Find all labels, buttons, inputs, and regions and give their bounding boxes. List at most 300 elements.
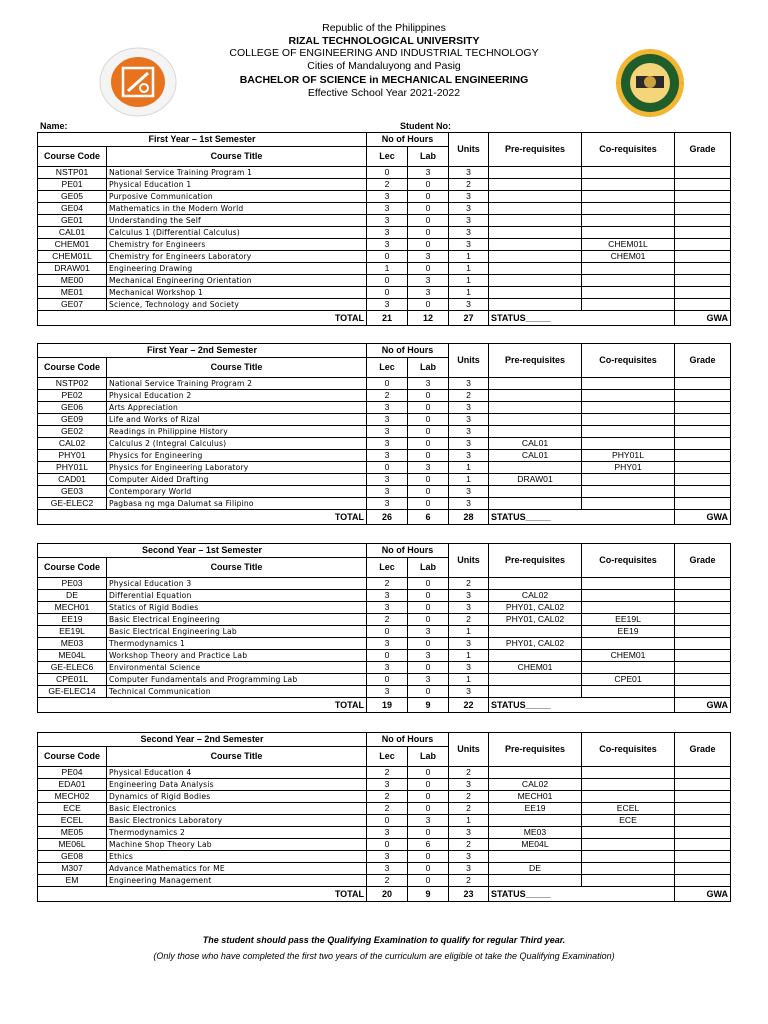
lab-hours: 3	[408, 275, 449, 287]
corequisites	[582, 590, 675, 602]
course-row	[38, 203, 731, 215]
grade-cell	[675, 851, 731, 863]
grade-cell	[675, 378, 731, 390]
units-header: Units	[449, 344, 489, 378]
grade-cell	[675, 803, 731, 815]
prerequisites	[489, 251, 582, 263]
lab-hours: 0	[408, 686, 449, 698]
course-title: Engineering Management	[107, 875, 367, 887]
lab-hours: 3	[408, 462, 449, 474]
prerequisites: ME03	[489, 827, 582, 839]
course-code: EDA01	[38, 779, 107, 791]
course-units: 3	[449, 827, 489, 839]
semester-block	[37, 732, 730, 902]
prerequisites	[489, 426, 582, 438]
lec-hours: 3	[367, 686, 408, 698]
course-code-header: Course Code	[38, 147, 107, 167]
total-lec: 26	[367, 510, 408, 525]
course-code: PHY01	[38, 450, 107, 462]
course-units: 1	[449, 474, 489, 486]
prerequisites	[489, 378, 582, 390]
total-units: 28	[449, 510, 489, 525]
course-units: 1	[449, 650, 489, 662]
course-code-header: Course Code	[38, 558, 107, 578]
course-units: 3	[449, 227, 489, 239]
corequisites	[582, 167, 675, 179]
lab-hours: 3	[408, 626, 449, 638]
course-row	[38, 791, 731, 803]
course-title: Advance Mathematics for ME	[107, 863, 367, 875]
lec-hours: 3	[367, 662, 408, 674]
course-title: Thermodynamics 1	[107, 638, 367, 650]
course-code: ME04L	[38, 650, 107, 662]
corequisites	[582, 662, 675, 674]
grade-cell	[675, 239, 731, 251]
semester-block	[37, 543, 730, 713]
lab-hours: 0	[408, 662, 449, 674]
course-title: Science, Technology and Society	[107, 299, 367, 311]
course-units: 1	[449, 263, 489, 275]
lab-hours: 0	[408, 203, 449, 215]
corequisites	[582, 638, 675, 650]
course-units: 3	[449, 426, 489, 438]
course-code: ECE	[38, 803, 107, 815]
lab-hours: 0	[408, 638, 449, 650]
grade-cell	[675, 875, 731, 887]
course-title: Thermodynamics 2	[107, 827, 367, 839]
corequisites	[582, 402, 675, 414]
coreq-header: Co-requisites	[582, 544, 675, 578]
prereq-header: Pre-requisites	[489, 344, 582, 378]
course-title: Physical Education 1	[107, 179, 367, 191]
semester-table	[37, 543, 731, 713]
prerequisites	[489, 263, 582, 275]
corequisites	[582, 875, 675, 887]
lec-hours: 0	[367, 251, 408, 263]
course-units: 1	[449, 626, 489, 638]
grade-cell	[675, 626, 731, 638]
lec-hours: 0	[367, 626, 408, 638]
course-code: GE07	[38, 299, 107, 311]
lab-hours: 0	[408, 602, 449, 614]
prerequisites: PHY01, CAL02	[489, 614, 582, 626]
corequisites	[582, 474, 675, 486]
lab-hours: 0	[408, 863, 449, 875]
course-code: CHEM01	[38, 239, 107, 251]
course-code: CPE01L	[38, 674, 107, 686]
prerequisites	[489, 626, 582, 638]
course-units: 3	[449, 438, 489, 450]
lab-hours: 0	[408, 390, 449, 402]
course-units: 3	[449, 402, 489, 414]
course-title: Mathematics in the Modern World	[107, 203, 367, 215]
prerequisites	[489, 767, 582, 779]
prerequisites: CAL02	[489, 590, 582, 602]
total-row	[38, 887, 731, 902]
course-code: CHEM01L	[38, 251, 107, 263]
total-lab: 9	[408, 698, 449, 713]
lec-hours: 0	[367, 167, 408, 179]
course-code: CAL01	[38, 227, 107, 239]
course-code: MECH01	[38, 602, 107, 614]
grade-cell	[675, 578, 731, 590]
lec-hours: 3	[367, 426, 408, 438]
prerequisites: CAL01	[489, 438, 582, 450]
lec-hours: 3	[367, 215, 408, 227]
lab-hours: 0	[408, 215, 449, 227]
prerequisites	[489, 215, 582, 227]
hours-header: No of Hours	[367, 544, 449, 558]
prerequisites: EE19	[489, 803, 582, 815]
lab-hours: 3	[408, 167, 449, 179]
course-title: Dynamics of Rigid Bodies	[107, 791, 367, 803]
lab-hours: 0	[408, 803, 449, 815]
hours-header: No of Hours	[367, 344, 449, 358]
prerequisites	[489, 486, 582, 498]
lec-hours: 3	[367, 486, 408, 498]
course-units: 2	[449, 614, 489, 626]
lec-hours: 3	[367, 602, 408, 614]
course-row	[38, 638, 731, 650]
prerequisites	[489, 498, 582, 510]
course-row	[38, 851, 731, 863]
lec-hours: 2	[367, 767, 408, 779]
lab-hours: 3	[408, 378, 449, 390]
grade-cell	[675, 450, 731, 462]
lab-hours: 0	[408, 299, 449, 311]
prerequisites: PHY01, CAL02	[489, 602, 582, 614]
lab-hours: 0	[408, 438, 449, 450]
course-code: DE	[38, 590, 107, 602]
course-row	[38, 815, 731, 827]
course-row	[38, 662, 731, 674]
prerequisites	[489, 674, 582, 686]
prerequisites	[489, 239, 582, 251]
lab-header: Lab	[408, 147, 449, 167]
lec-header: Lec	[367, 147, 408, 167]
lec-header: Lec	[367, 747, 408, 767]
corequisites	[582, 851, 675, 863]
lec-hours: 3	[367, 779, 408, 791]
lec-hours: 3	[367, 498, 408, 510]
course-code: ECEL	[38, 815, 107, 827]
course-units: 2	[449, 578, 489, 590]
course-code: ME06L	[38, 839, 107, 851]
coreq-header: Co-requisites	[582, 133, 675, 167]
grade-cell	[675, 779, 731, 791]
corequisites	[582, 263, 675, 275]
course-code: ME00	[38, 275, 107, 287]
corequisites	[582, 378, 675, 390]
gwa-label: GWA	[675, 698, 731, 713]
lab-hours: 0	[408, 590, 449, 602]
course-code: GE05	[38, 191, 107, 203]
course-title: Computer Fundamentals and Programming Lab	[107, 674, 367, 686]
course-row	[38, 390, 731, 402]
semester-table	[37, 132, 731, 326]
corequisites	[582, 498, 675, 510]
gwa-label: GWA	[675, 510, 731, 525]
course-code: MECH02	[38, 791, 107, 803]
corequisites: EE19L	[582, 614, 675, 626]
lec-hours: 2	[367, 578, 408, 590]
course-title: National Service Training Program 2	[107, 378, 367, 390]
lec-hours: 3	[367, 402, 408, 414]
course-title: Calculus 1 (Differential Calculus)	[107, 227, 367, 239]
total-units: 23	[449, 887, 489, 902]
status-label: STATUS_____	[489, 510, 675, 525]
corequisites	[582, 414, 675, 426]
course-units: 3	[449, 378, 489, 390]
prereq-header: Pre-requisites	[489, 544, 582, 578]
units-header: Units	[449, 544, 489, 578]
course-code: NSTP02	[38, 378, 107, 390]
course-code: GE09	[38, 414, 107, 426]
grade-cell	[675, 390, 731, 402]
total-units: 27	[449, 311, 489, 326]
total-lab: 12	[408, 311, 449, 326]
lec-hours: 0	[367, 287, 408, 299]
prerequisites	[489, 179, 582, 191]
corequisites	[582, 287, 675, 299]
total-lab: 6	[408, 510, 449, 525]
prerequisites	[489, 402, 582, 414]
course-row	[38, 875, 731, 887]
lec-hours: 0	[367, 815, 408, 827]
corequisites: CHEM01	[582, 251, 675, 263]
course-title-header: Course Title	[107, 358, 367, 378]
lec-hours: 2	[367, 614, 408, 626]
course-row	[38, 602, 731, 614]
course-units: 3	[449, 686, 489, 698]
lab-hours: 0	[408, 191, 449, 203]
course-title: Physical Education 3	[107, 578, 367, 590]
course-title: Basic Electrical Engineering Lab	[107, 626, 367, 638]
course-code: DRAW01	[38, 263, 107, 275]
course-row	[38, 263, 731, 275]
grade-cell	[675, 638, 731, 650]
total-units: 22	[449, 698, 489, 713]
units-header: Units	[449, 733, 489, 767]
total-lab: 9	[408, 887, 449, 902]
prerequisites	[489, 462, 582, 474]
lab-hours: 0	[408, 263, 449, 275]
grade-cell	[675, 815, 731, 827]
prerequisites	[489, 414, 582, 426]
course-units: 1	[449, 287, 489, 299]
grade-cell	[675, 614, 731, 626]
lab-hours: 3	[408, 251, 449, 263]
prerequisites: CAL02	[489, 779, 582, 791]
name-label: Name:	[40, 121, 68, 131]
course-title: Physical Education 2	[107, 390, 367, 402]
status-label: STATUS_____	[489, 311, 675, 326]
course-code: PE02	[38, 390, 107, 402]
grade-header: Grade	[675, 544, 731, 578]
course-code-header: Course Code	[38, 358, 107, 378]
course-title: Environmental Science	[107, 662, 367, 674]
total-lec: 20	[367, 887, 408, 902]
lab-hours: 0	[408, 614, 449, 626]
lab-hours: 0	[408, 179, 449, 191]
lab-hours: 3	[408, 815, 449, 827]
grade-cell	[675, 402, 731, 414]
course-title: Purposive Communication	[107, 191, 367, 203]
course-code-header: Course Code	[38, 747, 107, 767]
coreq-header: Co-requisites	[582, 344, 675, 378]
corequisites	[582, 602, 675, 614]
course-title: Arts Appreciation	[107, 402, 367, 414]
course-units: 1	[449, 462, 489, 474]
lec-hours: 3	[367, 239, 408, 251]
grade-cell	[675, 227, 731, 239]
course-title: Pagbasa ng mga Dalumat sa Filipino	[107, 498, 367, 510]
eligibility-note: (Only those who have completed the first two years of the curriculum are eligible ot take the Qualifying Examination)	[153, 951, 615, 961]
total-label: TOTAL	[38, 510, 367, 525]
grade-cell	[675, 203, 731, 215]
course-units: 3	[449, 167, 489, 179]
lab-hours: 0	[408, 791, 449, 803]
grade-cell	[675, 251, 731, 263]
grade-cell	[675, 438, 731, 450]
course-units: 3	[449, 638, 489, 650]
grade-cell	[675, 686, 731, 698]
units-header: Units	[449, 133, 489, 167]
course-code: EE19	[38, 614, 107, 626]
total-label: TOTAL	[38, 698, 367, 713]
course-row	[38, 474, 731, 486]
corequisites	[582, 215, 675, 227]
course-row	[38, 486, 731, 498]
prerequisites	[489, 686, 582, 698]
course-units: 3	[449, 299, 489, 311]
course-units: 2	[449, 179, 489, 191]
lab-hours: 0	[408, 827, 449, 839]
lec-hours: 2	[367, 875, 408, 887]
course-row	[38, 650, 731, 662]
course-code: ME01	[38, 287, 107, 299]
prerequisites	[489, 815, 582, 827]
prerequisites	[489, 875, 582, 887]
course-title: Calculus 2 (Integral Calculus)	[107, 438, 367, 450]
grade-cell	[675, 275, 731, 287]
lab-header: Lab	[408, 558, 449, 578]
corequisites: PHY01	[582, 462, 675, 474]
total-label: TOTAL	[38, 887, 367, 902]
corequisites	[582, 686, 675, 698]
course-title: National Service Training Program 1	[107, 167, 367, 179]
header-republic: Republic of the Philippines	[322, 22, 446, 34]
corequisites	[582, 578, 675, 590]
course-title: Basic Electronics Laboratory	[107, 815, 367, 827]
corequisites	[582, 227, 675, 239]
grade-cell	[675, 414, 731, 426]
course-title: Life and Works of Rizal	[107, 414, 367, 426]
course-code: CAD01	[38, 474, 107, 486]
course-code: PE03	[38, 578, 107, 590]
course-code: GE-ELEC14	[38, 686, 107, 698]
course-row	[38, 287, 731, 299]
course-units: 2	[449, 803, 489, 815]
course-units: 2	[449, 839, 489, 851]
lec-hours: 0	[367, 462, 408, 474]
lec-hours: 2	[367, 390, 408, 402]
course-units: 3	[449, 239, 489, 251]
course-code: ME03	[38, 638, 107, 650]
course-row	[38, 462, 731, 474]
corequisites: CPE01	[582, 674, 675, 686]
course-units: 2	[449, 767, 489, 779]
lec-header: Lec	[367, 558, 408, 578]
prerequisites: CAL01	[489, 450, 582, 462]
corequisites	[582, 486, 675, 498]
course-code: EM	[38, 875, 107, 887]
header-program: BACHELOR OF SCIENCE in MECHANICAL ENGINEERING	[239, 74, 529, 87]
total-lec: 19	[367, 698, 408, 713]
course-title: Engineering Data Analysis	[107, 779, 367, 791]
header-school-year: Effective School Year 2021-2022	[307, 86, 461, 99]
lec-hours: 3	[367, 590, 408, 602]
lec-hours: 3	[367, 191, 408, 203]
course-units: 3	[449, 215, 489, 227]
course-row	[38, 215, 731, 227]
corequisites	[582, 827, 675, 839]
grade-cell	[675, 191, 731, 203]
status-label: STATUS_____	[489, 887, 675, 902]
course-title: Physics for Engineering Laboratory	[107, 462, 367, 474]
lec-hours: 3	[367, 227, 408, 239]
grade-cell	[675, 299, 731, 311]
course-code: PE04	[38, 767, 107, 779]
course-row	[38, 614, 731, 626]
prerequisites	[489, 287, 582, 299]
grade-cell	[675, 662, 731, 674]
course-units: 1	[449, 815, 489, 827]
grade-cell	[675, 650, 731, 662]
course-row	[38, 626, 731, 638]
course-title: Computer Aided Drafting	[107, 474, 367, 486]
header-university: RIZAL TECHNOLOGICAL UNIVERSITY	[288, 34, 480, 47]
grade-cell	[675, 791, 731, 803]
prerequisites: ME04L	[489, 839, 582, 851]
course-row	[38, 450, 731, 462]
grade-cell	[675, 839, 731, 851]
grade-cell	[675, 674, 731, 686]
grade-header: Grade	[675, 733, 731, 767]
course-title: Ethics	[107, 851, 367, 863]
lec-hours: 3	[367, 474, 408, 486]
corequisites	[582, 863, 675, 875]
prerequisites: PHY01, CAL02	[489, 638, 582, 650]
course-code: GE01	[38, 215, 107, 227]
course-row	[38, 839, 731, 851]
grade-cell	[675, 263, 731, 275]
course-title: Mechanical Workshop 1	[107, 287, 367, 299]
grade-cell	[675, 590, 731, 602]
course-units: 3	[449, 863, 489, 875]
course-row	[38, 426, 731, 438]
total-row	[38, 510, 731, 525]
course-row	[38, 251, 731, 263]
course-title: Understanding the Self	[107, 215, 367, 227]
lec-header: Lec	[367, 358, 408, 378]
lec-hours: 3	[367, 638, 408, 650]
course-row	[38, 863, 731, 875]
prerequisites	[489, 167, 582, 179]
lab-hours: 0	[408, 227, 449, 239]
lab-hours: 3	[408, 674, 449, 686]
lec-hours: 3	[367, 203, 408, 215]
